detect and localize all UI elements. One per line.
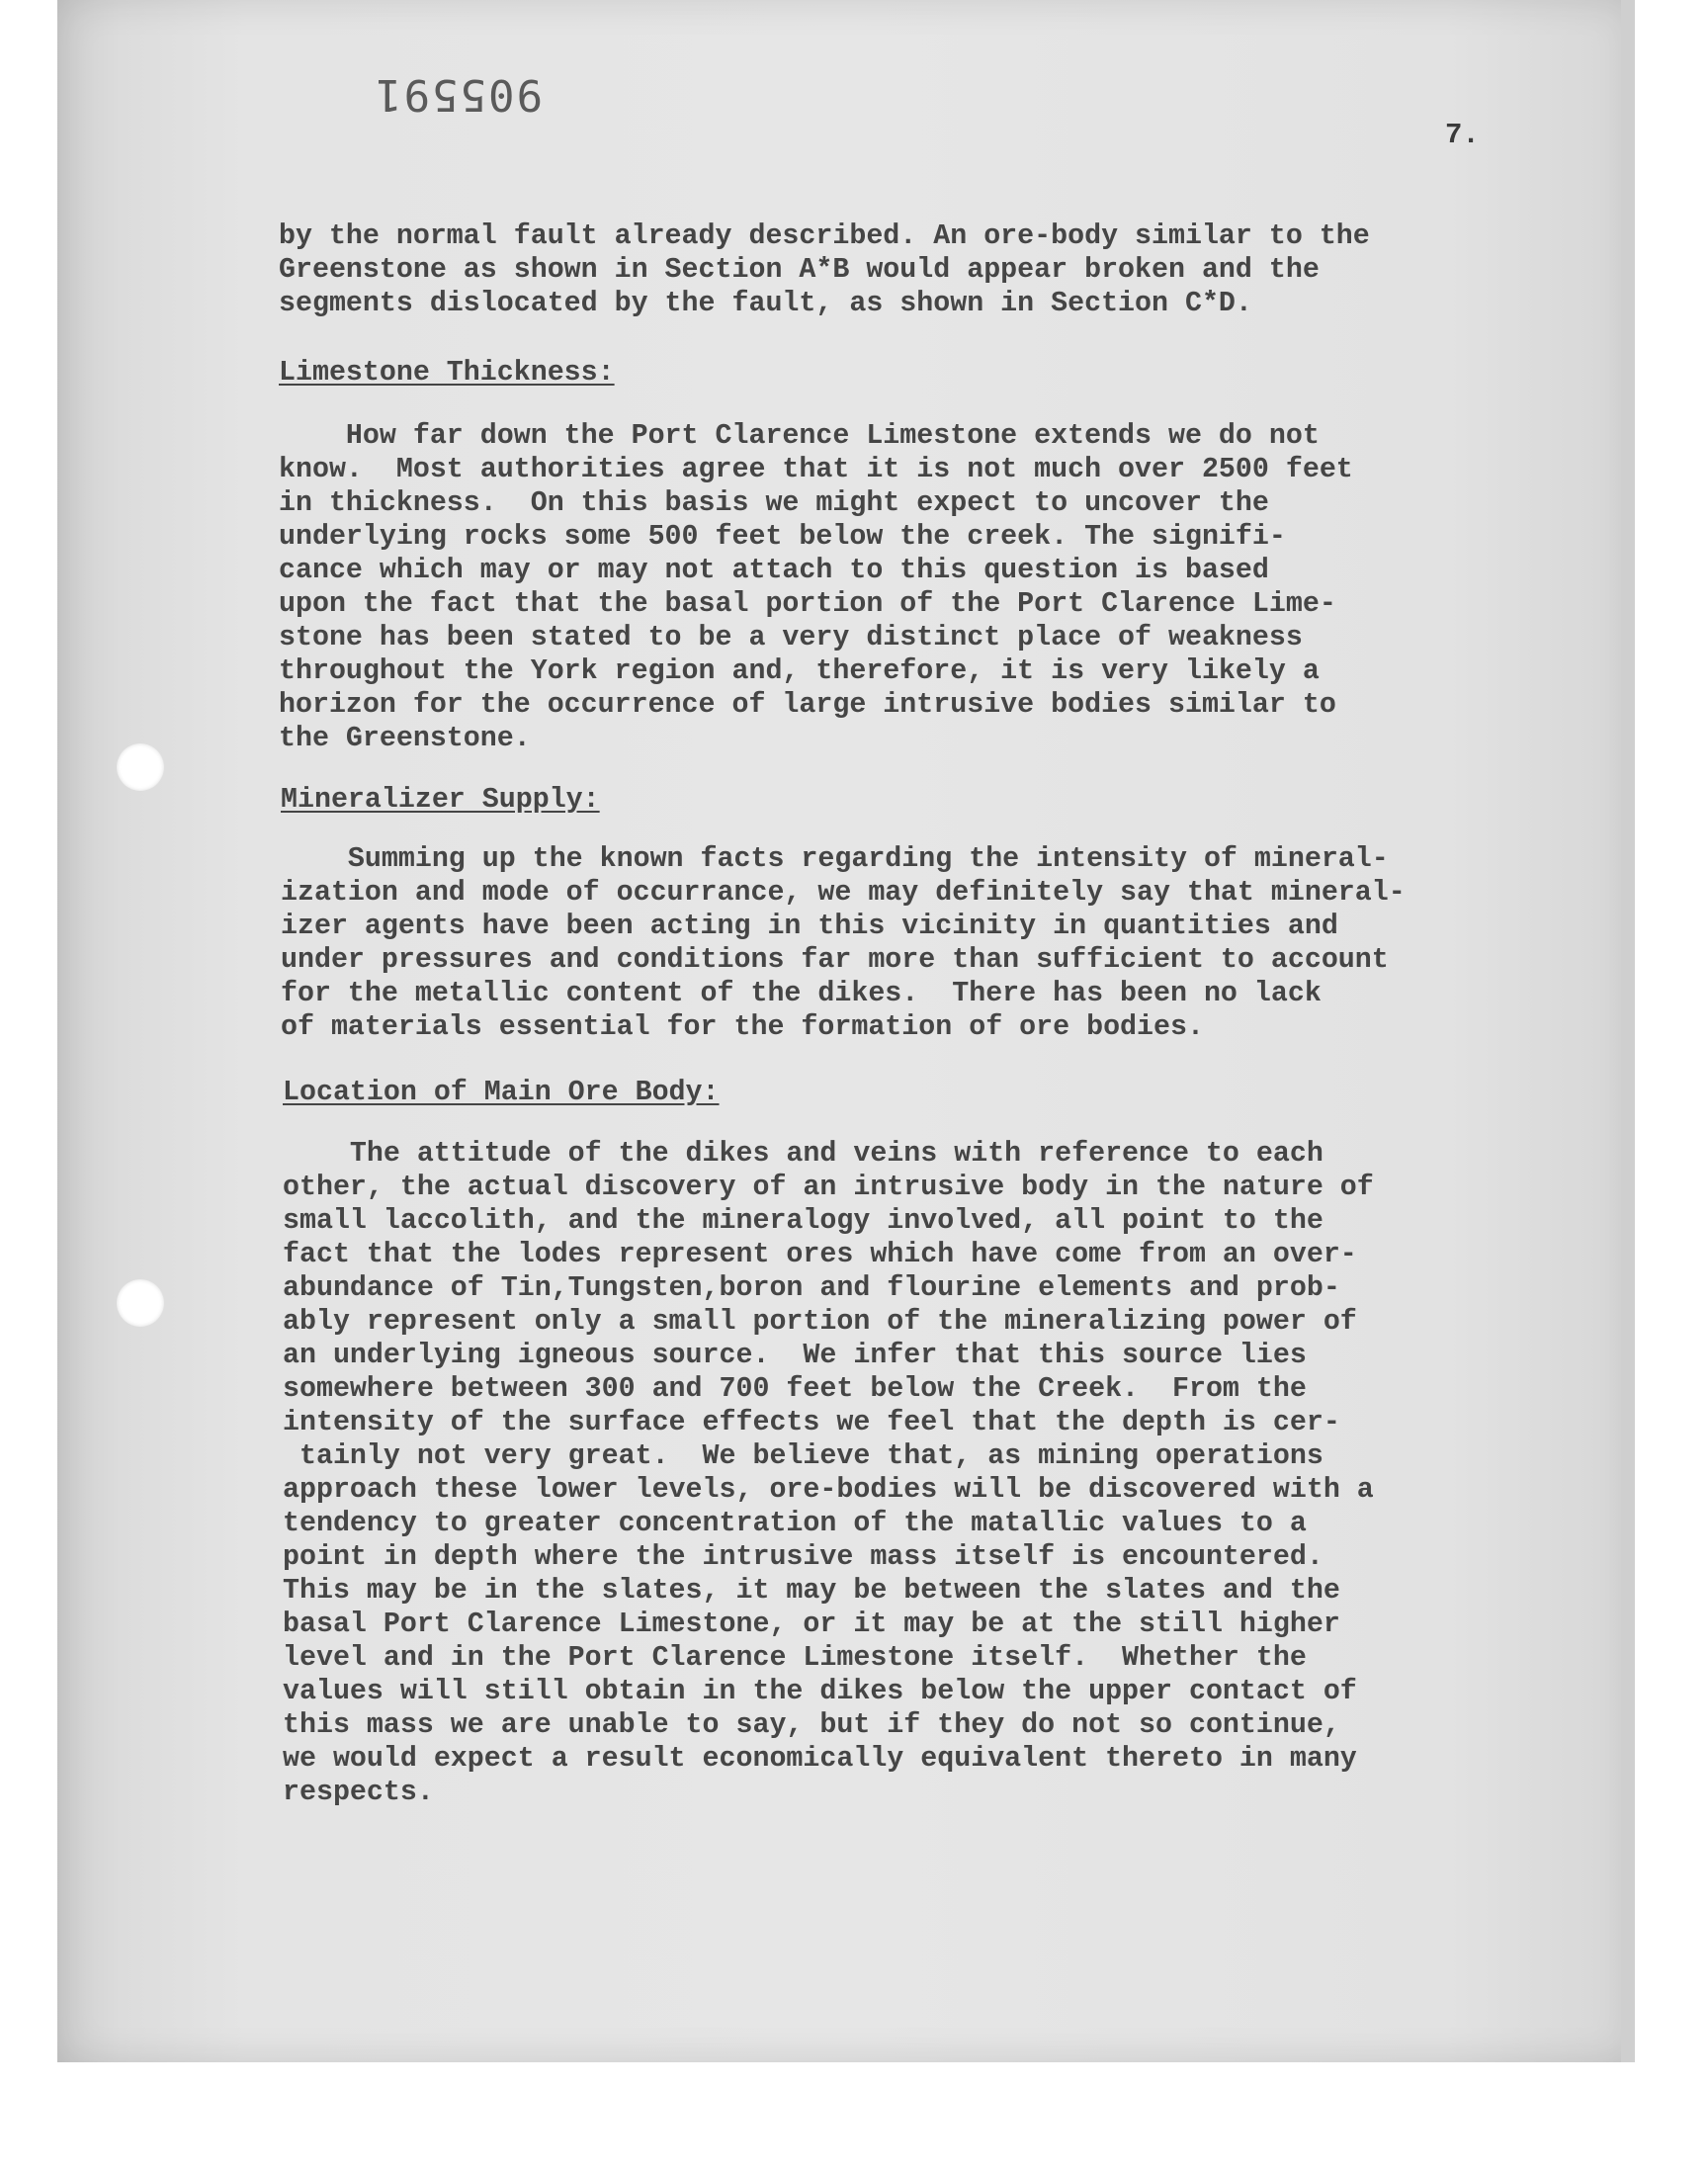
text-line: small laccolith, and the mineralogy involved, all point to the xyxy=(283,1205,1324,1237)
text-line: this mass we are unable to say, but if they do not so continue, xyxy=(283,1709,1340,1741)
page-number: 7. xyxy=(1445,119,1480,151)
text-line: intensity of the surface effects we feel that the depth is cer- xyxy=(283,1407,1340,1438)
section-body-mineralizer-supply xyxy=(281,842,1406,1044)
text-line: How far down the Port Clarence Limestone extends we do not xyxy=(279,420,1320,452)
text-line: fact that the lodes represent ores which have come from an over- xyxy=(283,1239,1357,1270)
text-line: values will still obtain in the dikes below the upper contact of xyxy=(283,1676,1357,1707)
text-line: by the normal fault already described. An ore-body similar to the xyxy=(279,220,1370,252)
text-line: an underlying igneous source. We infer that this source lies xyxy=(283,1340,1307,1371)
text-line: tendency to greater concentration of the matallic values to a xyxy=(283,1508,1307,1539)
text-line: Summing up the known facts regarding the intensity of mineral- xyxy=(281,843,1389,875)
punch-hole-top xyxy=(117,743,164,791)
text-line: The attitude of the dikes and veins with reference to each xyxy=(283,1138,1324,1170)
text-line: tainly not very great. We believe that, as mining operations xyxy=(283,1440,1324,1472)
section-body-location-of-main-ore-body xyxy=(283,1137,1374,1809)
section-heading-location-of-main-ore-body: Location of Main Ore Body: xyxy=(283,1077,720,1108)
text-line: level and in the Port Clarence Limestone itself. Whether the xyxy=(283,1642,1307,1674)
text-line: ably represent only a small portion of the mineralizing power of xyxy=(283,1306,1357,1338)
text-line: approach these lower levels, ore-bodies will be discovered with a xyxy=(283,1474,1374,1506)
punch-hole-bottom xyxy=(117,1279,164,1327)
page-edge-shadow xyxy=(1621,0,1635,2062)
text-line: point in depth where the intrusive mass itself is encountered. xyxy=(283,1541,1324,1573)
text-line: Greenstone as shown in Section A*B would appear broken and the xyxy=(279,254,1320,286)
text-line: stone has been stated to be a very distinct place of weakness xyxy=(279,622,1303,653)
text-line: upon the fact that the basal portion of the Port Clarence Lime- xyxy=(279,588,1336,620)
text-line: under pressures and conditions far more than sufficient to account xyxy=(281,944,1389,976)
text-line: we would expect a result economically equivalent thereto in many xyxy=(283,1743,1357,1775)
text-line: abundance of Tin,Tungsten,boron and flourine elements and prob- xyxy=(283,1272,1340,1304)
section-heading-mineralizer-supply: Mineralizer Supply: xyxy=(281,784,600,816)
section-body-limestone-thickness xyxy=(279,419,1353,755)
text-line: for the metallic content of the dikes. There has been no lack xyxy=(281,978,1322,1009)
text-line: segments dislocated by the fault, as shown in Section C*D. xyxy=(279,288,1252,319)
section-heading-limestone-thickness: Limestone Thickness: xyxy=(279,357,615,389)
text-line: of materials essential for the formation of ore bodies. xyxy=(281,1011,1204,1043)
text-line: basal Port Clarence Limestone, or it may be at the still higher xyxy=(283,1609,1340,1640)
text-line: in thickness. On this basis we might expect to uncover the xyxy=(279,487,1269,519)
text-line: the Greenstone. xyxy=(279,723,531,754)
text-line: horizon for the occurrence of large intrusive bodies similar to xyxy=(279,689,1336,721)
intro-paragraph xyxy=(279,219,1370,320)
text-line: somewhere between 300 and 700 feet below the Creek. From the xyxy=(283,1373,1307,1405)
text-line: This may be in the slates, it may be between the slates and the xyxy=(283,1575,1340,1607)
text-line: throughout the York region and, therefore, it is very likely a xyxy=(279,655,1320,687)
text-line: underlying rocks some 500 feet below the creek. The signifi- xyxy=(279,521,1286,553)
text-line: respects. xyxy=(283,1777,434,1808)
text-line: izer agents have been acting in this vicinity in quantities and xyxy=(281,911,1338,942)
text-line: other, the actual discovery of an intrusive body in the nature of xyxy=(283,1172,1374,1203)
text-line: cance which may or may not attach to this question is based xyxy=(279,555,1269,586)
text-line: know. Most authorities agree that it is not much over 2500 feet xyxy=(279,454,1353,485)
document-number-stamp: 905591 xyxy=(374,69,543,120)
text-line: ization and mode of occurrance, we may definitely say that mineral- xyxy=(281,877,1406,909)
